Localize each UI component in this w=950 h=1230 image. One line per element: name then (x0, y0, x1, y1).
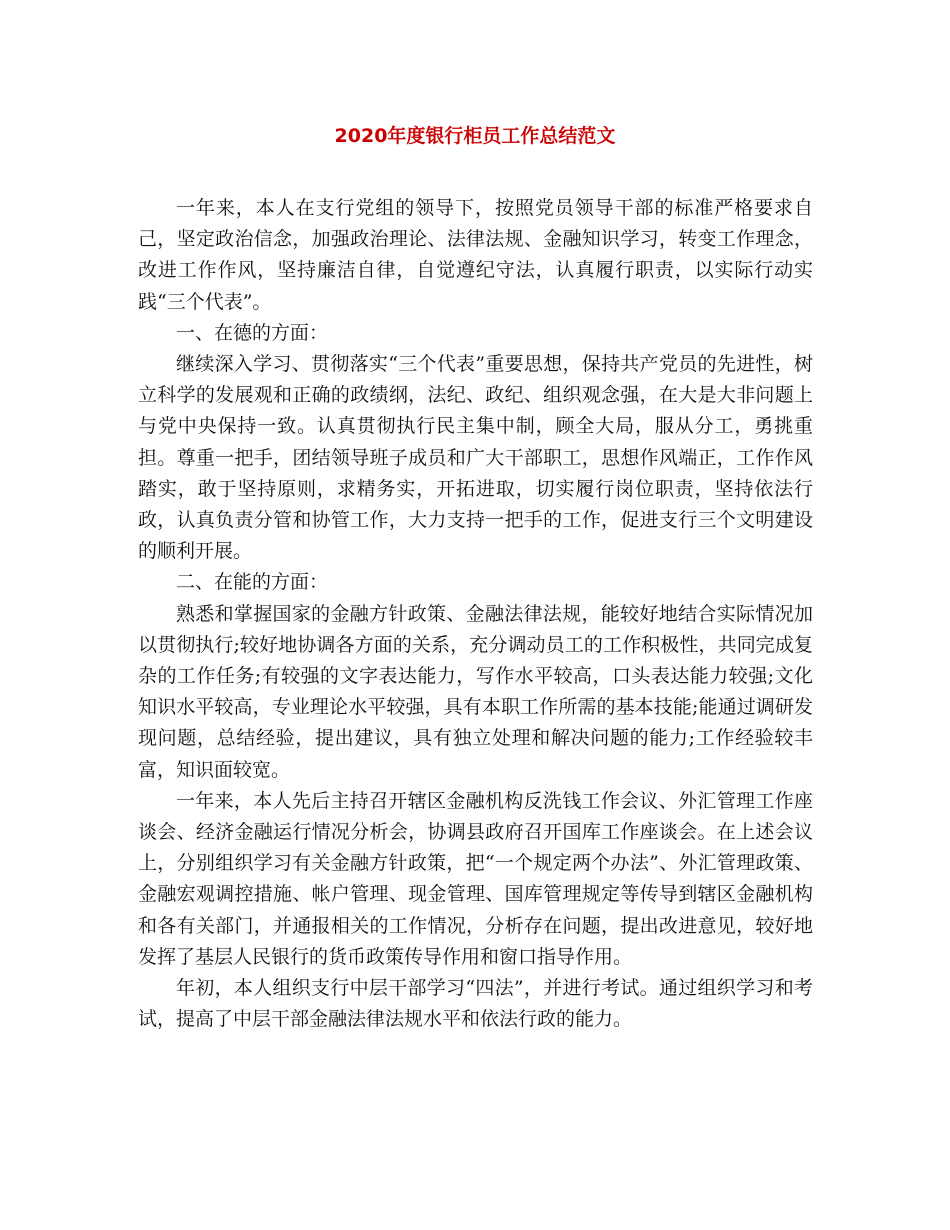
document-body (138, 193, 813, 1035)
paragraph-training: 年初，本人组织支行中层干部学习“四法”，并进行考试。通过组织学习和考试，提高了中层干部金融法律法规水平和依法行政的能力。 (138, 977, 813, 1031)
paragraph-meetings: 一年来，本人先后主持召开辖区金融机构反洗钱工作会议、外汇管理工作座谈会、经济金融运行情况分析会，协调县政府召开国库工作座谈会。在上述会议上，分别组织学习有关金融方针政策，把“一个规定两个办法”、外汇管理政策、金融宏观调控措施、帐户管理、现金管理、国库管理规定等传导到辖区金融机构和各有关部门，并通报相关的工作情况，分析存在问题，提出改进意见，较好地发挥了基层人民银行的货币政策传导作用和窗口指导作用。 (138, 789, 813, 968)
paragraph-morality: 继续深入学习、贯彻落实“三个代表”重要思想，保持共产党员的先进性，树立科学的发展观和正确的政绩纲，法纪、政纪、组织观念强，在大是大非问题上与党中央保持一致。认真贯彻执行民主集中制，顾全大局，服从分工，勇挑重担。尊重一把手，团结领导班子成员和广大干部职工，思想作风端正，工作作风踏实，敢于坚持原则，求精务实，开拓进取，切实履行岗位职责，坚持依法行政，认真负责分管和协管工作，大力支持一把手的工作，促进支行三个文明建设的顺利开展。 (138, 353, 813, 563)
document-title: 2020年度银行柜员工作总结范文 (334, 125, 616, 147)
paragraph-ability: 熟悉和掌握国家的金融方针政策、金融法律法规，能较好地结合实际情况加以贯彻执行;较好地协调各方面的关系，充分调动员工的工作积极性，共同完成复杂的工作任务;有较强的文字表达能力，写作水平较高，口头表达能力较强;文化知识水平较高，专业理论水平较强，具有本职工作所需的基本技能;能通过调研发现问题，总结经验，提出建议，具有独立处理和解决问题的能力;工作经验较丰富，知识面较宽。 (138, 602, 813, 781)
section-heading-ability: 二、在能的方面： (176, 571, 329, 594)
section-heading-morality: 一、在德的方面： (176, 321, 329, 344)
paragraph-intro: 一年来，本人在支行党组的领导下，按照党员领导干部的标准严格要求自己，坚定政治信念，加强政治理论、法律法规、金融知识学习，转变工作理念，改进工作作风，坚持廉洁自律，自觉遵纪守法，认真履行职责，以实际行动实践“三个代表”。 (138, 197, 813, 313)
